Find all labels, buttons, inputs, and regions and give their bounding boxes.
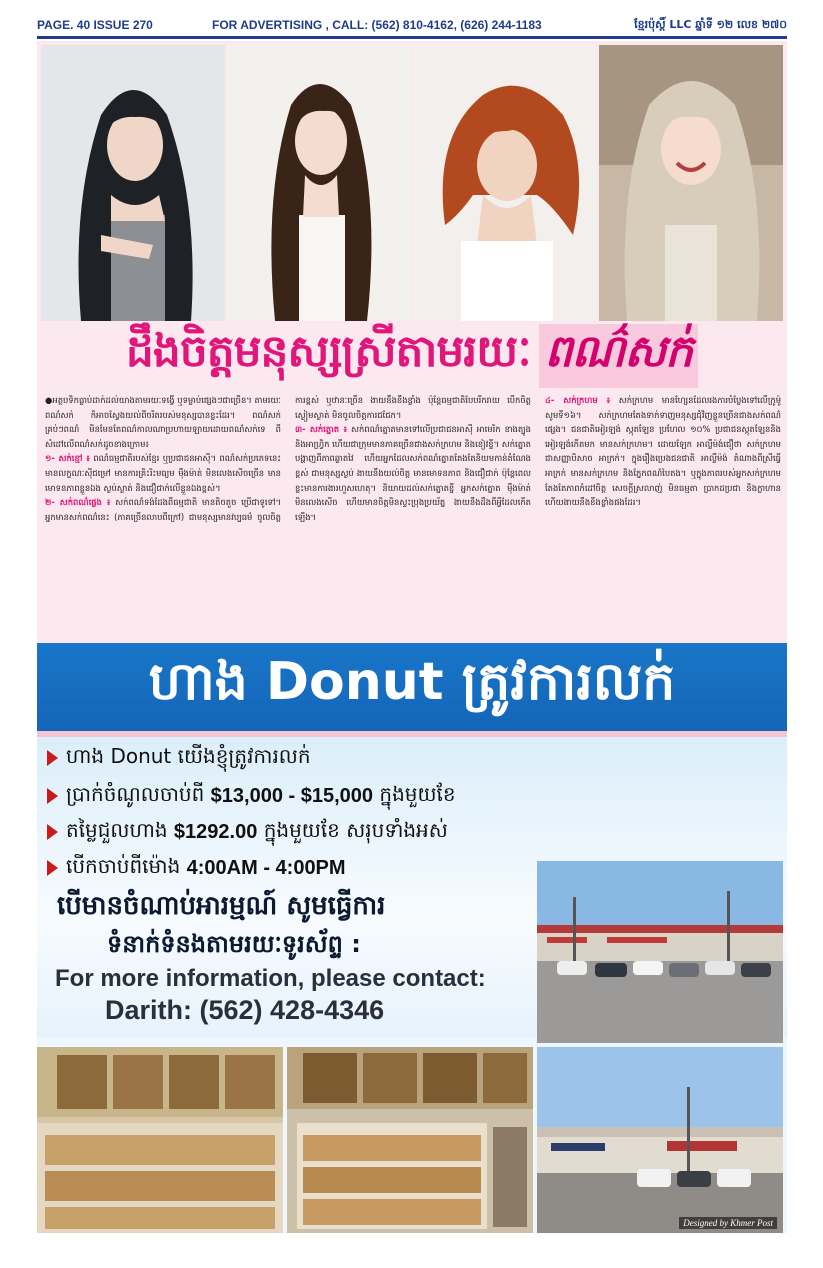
photo-blonde-hair (599, 45, 783, 321)
photo-donut-display-case (287, 1047, 533, 1233)
ad-bullet-1-text: ហាង Donut យើងខ្ញុំត្រូវការលក់ (66, 744, 311, 768)
article-headline (37, 323, 787, 389)
section-black-text: ពណ៌ធម្មជាតិរបស់ខ្មែរ ឬប្រជាជនអាស៊ី។ ពណ៌សក់ប្រភេទនេះ មានលក្ខណៈស៊ីជម្រៅ មានការគ្រិះរិះមធ្យម ម៉ឺងម៉ាត់ មិនលេងសើចច្រើន មានមោទនភាពខ្លួនឯង ស្ងប់ស្ងាត់ និងជឿជាក់លើខ្លួនឯងខ្ពស់។ (45, 453, 282, 493)
ad-contact-line-2: ទំនាក់ទំនងតាមរយៈទូរស័ព្ទ : (107, 930, 361, 958)
triangle-bullet-icon (47, 824, 58, 840)
ad-bullet-4-pre: បើកចាប់ពីម៉ោង (66, 854, 181, 878)
section-brown-label: ៣- សក់ត្នោត ៖ (295, 424, 348, 435)
ad-more-info: For more information, please contact: (55, 965, 486, 992)
headline-highlight: ពណ៌សក់ (539, 324, 698, 388)
section-blonde-label: ២- សក់ពណ៌ផ្លេង ៖ (45, 497, 111, 508)
article-intro: ●អត្ថបទិកធ្លាប់ដាក់ដល់យាងតាមរយៈទង្វើ ឬទម្លាប់ផ្សេងៗជាច្រើន។ តាមរយៈពណ៌សក់ ក៏អាចស្វែងយល់ពីចរិតរបស់មនុស្សបានខ្លះដែរ។ ពណ៌សក់គ្រប់ៗពណ៌ មិនមែនតែពណ៌កាលណាប្រហាយឡាយដោយពណ៌សក់ទេ ពីសំដៅលើពណ៌សក់ដូចខាងក្រោម៖ (45, 395, 281, 449)
triangle-bullet-icon (47, 750, 58, 766)
photo-brown-hair (227, 45, 411, 321)
ad-bullet-3 (47, 817, 448, 847)
page-header (37, 12, 787, 36)
ad-bullet-4 (47, 853, 346, 883)
donut-shop-ad (37, 643, 787, 1233)
triangle-bullet-icon (47, 860, 58, 876)
photo-storefront-parking (537, 861, 783, 1043)
header-rule (37, 36, 787, 39)
ad-bullet-1 (47, 743, 311, 773)
ad-phone-number[interactable]: Darith: (562) 428-4346 (105, 995, 385, 1025)
ad-bullet-2-pre: ប្រាក់ចំណូលចាប់ពី (66, 782, 205, 806)
photo-donut-counter (37, 1047, 283, 1233)
page-issue-label: PAGE. 40 ISSUE 270 (37, 18, 153, 32)
triangle-bullet-icon (47, 788, 58, 804)
section-black-label: ១- សក់ខ្មៅ ៖ (45, 453, 90, 464)
advertising-contact: FOR ADVERTISING , CALL: (562) 810-4162, (626) 244-1183 (212, 18, 542, 32)
photo-copper-hair (413, 45, 597, 321)
ad-banner (37, 643, 787, 731)
section-red-text: សក់ក្រហម មានហ្សែនដែលរងការបំប្លែងទៅលើក្រូម៉ូសូមទី១៦។ សក់ក្រហមតែងទាក់ទាញមនុស្សជុំវិញខ្លួនច្រើនជាងសក់ពណ៌ផ្សេង។ ជនជាតិអៀរឡង់ ស្កុតឡែន ប្រហែល ១០% ប្រជាជនស្កុតឡែននិងអៀរឡង់កើតមក មានសក់ក្រហម។ ដោយឡែក អាល្លឺម៉ង់ជឿថា សក់ក្រហម ជាសញ្ញាបិសាច អាក្រក់។ ក្នុងរឿងប្រេងជនជាតិ អាល្លឺម៉ង់ តំណាងពីស្រីធ្វើអាក្រក់ មានសក់ក្រហម និងភ្នែកពណ៌បៃតង។ ឬក្នុងភាពរបស់អ្នកសក់ក្រហម តែងតែភាពកំដៅចិត្ត សេចក្ដីស្រលាញ់ មិនធម្មតា ប្រាកដប្រជា និងក្លាហាន ហើយងាយនឹងខឹងខ្លាំងផងដែរ។ (545, 395, 781, 508)
ad-bullet-3-post: ក្នុងមួយខែ សរុបទាំងអស់ (263, 818, 448, 842)
ad-bullet-4-value: 4:00AM - 4:00PM (186, 856, 346, 879)
ad-bullet-3-value: $1292.00 (173, 820, 258, 843)
hair-color-article (37, 41, 787, 643)
section-red-hair (545, 393, 781, 510)
section-blonde-text: សក់ពណ៌ទង់ដែងពីធម្មជាតិ មានតិចតួច ប្រើជាទូទៅ។ អ្នកមានសក់ពណ៌នេះ (ភាគច្រើនលាបពីក្រៅ) ជាមនុស្សមានវប្បធម៌ ចូលចិត្តការខ្ពស់ ឬឋានៈច្រើន ងាយនឹងខឹងខ្លាំង ប៉ុន្តែធម្មជាតិបែបរីករាយ បើកចិត្ត ស្ងៀមស្ងាត់ មិនចូលចិត្តការជជែក។ (45, 395, 531, 522)
photo-black-hair (41, 45, 225, 321)
section-brown-hair (295, 422, 531, 524)
section-black-hair (45, 451, 281, 495)
ad-title: ហាង Donut ត្រូវការលក់ (148, 652, 676, 712)
article-body (45, 393, 781, 639)
ad-bullet-2-value: $13,000 - $15,000 (210, 784, 374, 807)
photo-strip-mall (537, 1047, 783, 1233)
masthead: ខ្មែរប៉ុស្តិ៍ LLC ឆ្នាំទី ១២ លេខ ២៧០ (634, 18, 787, 31)
section-red-label: ៤- សក់ក្រហម ៖ (545, 395, 611, 405)
photo-strip (41, 45, 783, 321)
ad-bullet-3-pre: តម្លៃជួលហាង (66, 818, 168, 842)
designer-credit: Designed by Khmer Post (679, 1217, 777, 1229)
ad-bullet-2 (47, 781, 456, 811)
section-brown-text: សក់ពណ៌ត្នោតមានទៅលើប្រជាជនអាស៊ី អាមេរិក ខាងត្បូង និងអាហ្វ្រិក ហើយជាក្រុមមានភាគច្រើនជាងសក់ក្រហម និងខៀវខ្ចី។ សក់ត្នោតបង្ហាញពីភាពឆ្លាតវៃ ហើយអ្នកដែលសក់ពណ៌ត្នោតតែងតែនិយមកាន់តំណែងខ្ពស់ ជាមនុស្សស្ងប់ ងាយនឹងយល់ចិត្ត មានមោទនភាព និងជឿជាក់ ប៉ុន្តែពេលខ្លះមានការងារហួសហេតុ។ និយាយដល់សក់ត្នោតខ្ចី អ្នកសក់ត្នោត ម៉ឺងម៉ាត់ មិនលេងសើច ហើយមានចិត្តមិនស្ទះប្រុងប្រយ័ត្ន ងាយនឹងដឹងពីអ្វីដែលកើតឡើង។ (295, 424, 531, 522)
headline-main: ដឹងចិត្តមនុស្សស្រីតាមរយៈ (125, 326, 531, 377)
ad-contact-line-1: បើមានចំណាប់អារម្មណ៍ សូមធ្វើការ (57, 891, 386, 921)
ad-bullet-2-post: ក្នុងមួយខែ (379, 782, 456, 806)
